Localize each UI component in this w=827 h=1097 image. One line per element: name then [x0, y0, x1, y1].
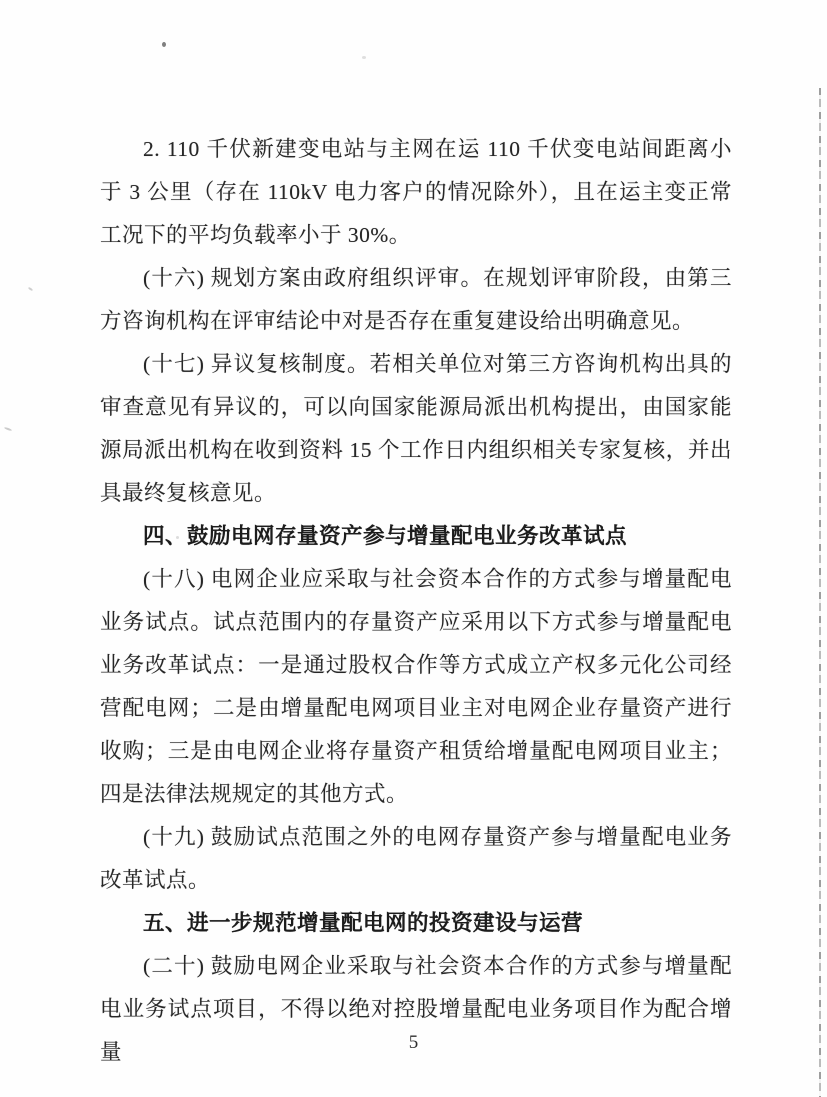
scan-speck [4, 427, 12, 432]
paragraph-clause-17: (十七) 异议复核制度。若相关单位对第三方咨询机构出具的审查意见有异议的，可以向国家能源局派出机构提出，由国家能源局派出机构在收到资料 15 个工作日内组织相关专家复核，并出具最终复核意见。 [100, 352, 732, 505]
paragraph-clause-20: (二十) 鼓励电网企业采取与社会资本合作的方式参与增量配电业务试点项目，不得以绝对控股增量配电业务项目作为配合增量 [100, 954, 732, 1064]
scan-speck [162, 42, 166, 47]
paragraph-clause-19: (十九) 鼓励试点范围之外的电网存量资产参与增量配电业务改革试点。 [100, 825, 732, 892]
paragraph-clause-16: (十六) 规划方案由政府组织评审。在规划评审阶段，由第三方咨询机构在评审结论中对是否存在重复建设给出明确意见。 [100, 266, 732, 333]
document-body [100, 128, 732, 1074]
scan-speck [362, 56, 366, 59]
section-heading-5: 五、进一步规范增量配电网的投资建设与运营 [143, 911, 584, 935]
scan-speck [28, 287, 33, 292]
paragraph-clause-18: (十八) 电网企业应采取与社会资本合作的方式参与增量配电业务试点。试点范围内的存量资产应采用以下方式参与增量配电业务改革试点：一是通过股权合作等方式成立产权多元化公司经营配电网；二是由增量配电网项目业主对电网企业存量资产进行收购；三是由电网企业将存量资产租赁给增量配电网项目业主；四是法律法规规定的其他方式。 [100, 567, 732, 806]
section-heading-4: 四、鼓励电网存量资产参与增量配电业务改革试点 [143, 524, 628, 548]
scan-line-artifact [819, 88, 821, 1097]
paragraph-item-2-criteria: 2. 110 千伏新建变电站与主网在运 110 千伏变电站间距离小于 3 公里（存在 110kV 电力客户的情况除外），且在运主变正常工况下的平均负载率小于 30%。 [100, 137, 732, 247]
page-number: 5 [408, 1032, 419, 1053]
